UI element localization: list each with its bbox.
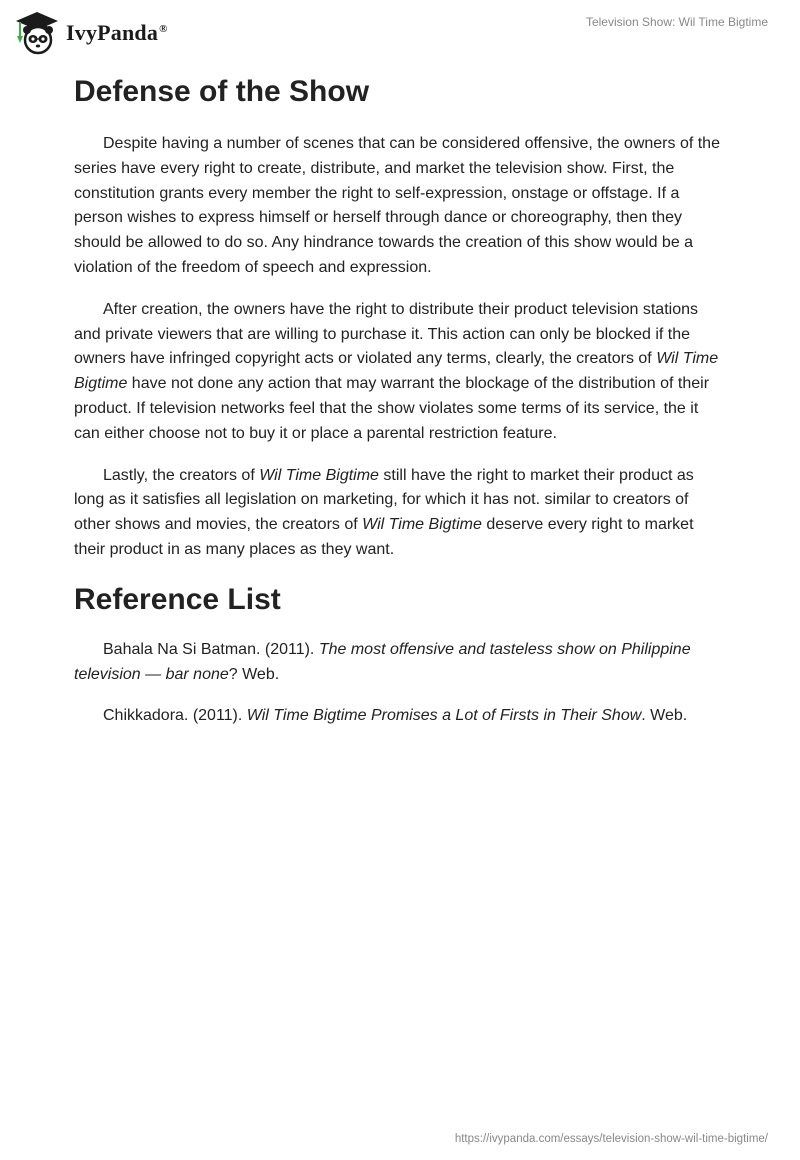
ivypanda-logo[interactable]: [14, 8, 168, 58]
page-header: [0, 0, 800, 70]
paragraph-text: . Web.: [641, 707, 688, 725]
paragraph-text: Bahala Na Si Batman. (2011).: [103, 640, 319, 658]
paragraph-text: still have the right to market their product as long as it satisfies all legislation on marketing, for which it has not. similar to creators of other shows and movies, the creators of: [74, 466, 694, 534]
section-heading-defense: Defense of the Show: [74, 75, 370, 108]
italic-title-text: The most offensive and tasteless show on Philippine television — bar none: [74, 640, 691, 683]
paragraph-text: have not done any action that may warrant the blockage of the distribution of their product. If television networks feel that the show violates some terms of its service, the it can either choose not to buy it or place a parental restriction feature.: [74, 375, 710, 442]
italic-title-text: Wil Time Bigtime: [74, 350, 719, 393]
paragraph-text: Chikkadora. (2011).: [103, 707, 247, 725]
reference-list: [74, 638, 724, 729]
essay-content: [74, 72, 724, 746]
italic-title-text: Wil Time Bigtime Promises a Lot of Firsts in Their Show: [246, 707, 642, 725]
defense-body: [74, 132, 724, 563]
paragraph-text: Despite having a number of scenes that can be considered offensive, the owners of the series have every right to create, distribute, and market the television show. First, the constitution grants every member the right to self-expression, onstage or offstage. If a person wishes to express himself or herself through dance or choreography, then they should be allowed to do so. Any hindrance towards the creation of this show would be a violation of the freedom of speech and expression.: [74, 135, 720, 276]
paragraph: [74, 464, 724, 563]
paragraph-text: deserve every right to market their product in as many places as they want.: [74, 516, 694, 558]
paragraph: [74, 298, 724, 447]
paragraph-text: Lastly, the creators of: [103, 466, 260, 484]
section-heading-references: Reference List: [74, 582, 281, 616]
paragraph: [74, 638, 724, 688]
logo-wordmark: IvyPanda®: [66, 20, 168, 45]
paragraph-text: ? Web.: [228, 665, 280, 683]
italic-title-text: Wil Time Bigtime: [259, 466, 379, 484]
paragraph: [74, 132, 724, 281]
paragraph: [74, 704, 724, 729]
footer-url[interactable]: https://ivypanda.com/essays/television-show-wil-time-bigtime/: [454, 1133, 768, 1145]
document-title: Television Show: Wil Time Bigtime: [585, 15, 768, 29]
paragraph-text: After creation, the owners have the right to distribute their product television stations and private viewers that are willing to purchase it. This action can only be blocked if the owners have infringed copyright acts or violated any terms, clearly, the creators of: [74, 300, 698, 368]
italic-title-text: Wil Time Bigtime: [362, 516, 482, 534]
panda-graduate-icon: [14, 10, 60, 56]
